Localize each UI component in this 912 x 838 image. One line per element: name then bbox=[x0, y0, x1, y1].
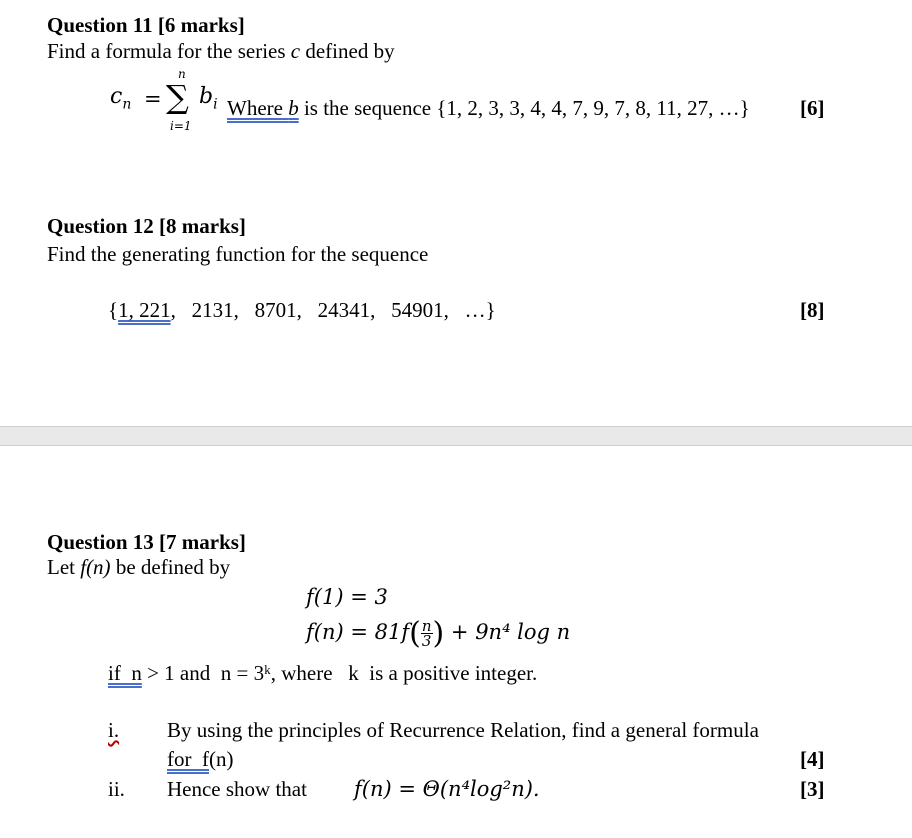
q13-eq2-num: n bbox=[421, 617, 432, 635]
q13-eq1: f(1) = 3 bbox=[306, 585, 388, 609]
q13-heading: Question 13 [7 marks] bbox=[47, 530, 246, 554]
q11-prompt-pre: Find a formula for the series bbox=[47, 39, 291, 63]
q11-sigma-lower: i=1 bbox=[170, 119, 192, 133]
q11-term bbox=[199, 84, 218, 112]
q12-prompt: Find the generating function for the sequence bbox=[47, 242, 429, 266]
q13-item2-number: ii. bbox=[108, 777, 125, 801]
q13-item2-marks: [3] bbox=[800, 777, 825, 801]
q11-term-sub: i bbox=[213, 96, 218, 113]
q13-prompt bbox=[47, 555, 230, 580]
q13-condition bbox=[108, 661, 537, 686]
q13-prompt-post: be defined by bbox=[110, 555, 231, 579]
q13-item1-num: i. bbox=[108, 718, 120, 742]
q13-cond-rest: > 1 and n = 3ᵏ, where k is a positive integer. bbox=[141, 661, 538, 685]
q13-item2-math: f(n) = Θ(n⁴log²n). bbox=[354, 777, 540, 801]
q11-where-clause bbox=[227, 96, 750, 121]
q13-eq2-den: 3 bbox=[421, 632, 432, 650]
q11-where-word: Where bbox=[227, 96, 283, 120]
q12-seq-rest: , 2131, 8701, 24341, 54901, …} bbox=[170, 298, 496, 322]
q11-where bbox=[227, 96, 299, 120]
q13-item1-fn: (n) bbox=[208, 747, 234, 771]
q12-seq-first: 1, 221 bbox=[118, 298, 171, 322]
q11-equals: = bbox=[144, 87, 162, 111]
sigma-icon: ∑ bbox=[166, 78, 189, 116]
q13-eq2 bbox=[306, 616, 570, 651]
q13-eq2-lhs: f(n) = 81f bbox=[306, 620, 410, 644]
q13-item1-for bbox=[167, 747, 209, 771]
page-break-divider bbox=[0, 426, 912, 446]
q13-eq2-fraction bbox=[421, 619, 433, 648]
q12-marks: [8] bbox=[800, 298, 825, 322]
q12-seq-open: { bbox=[108, 298, 119, 322]
q13-item2-text: Hence show that bbox=[167, 777, 307, 801]
q11-lhs-sub: n bbox=[122, 96, 132, 113]
q11-lhs-var: c bbox=[110, 84, 123, 109]
q13-prompt-fn: f(n) bbox=[80, 555, 111, 579]
q13-prompt-pre: Let bbox=[47, 555, 81, 579]
q13-eq2-rparen: ) bbox=[432, 616, 445, 651]
q13-eq2-rhs: + 9n⁴ log n bbox=[450, 620, 571, 644]
q12-sequence bbox=[108, 298, 496, 323]
q13-item1-for-word: for f bbox=[167, 747, 209, 771]
q11-sequence: is the sequence {1, 2, 3, 3, 4, 4, 7, 9, 7, 8, 11, 27, …} bbox=[303, 96, 750, 120]
q13-eq2-lparen: ( bbox=[409, 616, 421, 651]
q11-where-var: b bbox=[288, 96, 299, 120]
q13-cond-if: if n bbox=[108, 661, 142, 685]
q11-prompt-var: c bbox=[290, 39, 301, 63]
q11-heading: Question 11 [6 marks] bbox=[47, 13, 245, 37]
q11-lhs bbox=[110, 84, 131, 112]
q11-prompt-post: defined by bbox=[300, 39, 395, 63]
q11-term-var: b bbox=[199, 84, 214, 109]
q13-item1-text: By using the principles of Recurrence Relation, find a general formula bbox=[167, 718, 759, 742]
q11-sigma-upper: n bbox=[178, 67, 186, 81]
q11-prompt bbox=[47, 39, 395, 64]
q13-item1-number bbox=[108, 718, 119, 743]
q13-item1-marks: [4] bbox=[800, 747, 825, 771]
q12-heading: Question 12 [8 marks] bbox=[47, 214, 246, 238]
q13-item1-text2 bbox=[167, 747, 233, 772]
q11-marks: [6] bbox=[800, 96, 825, 120]
